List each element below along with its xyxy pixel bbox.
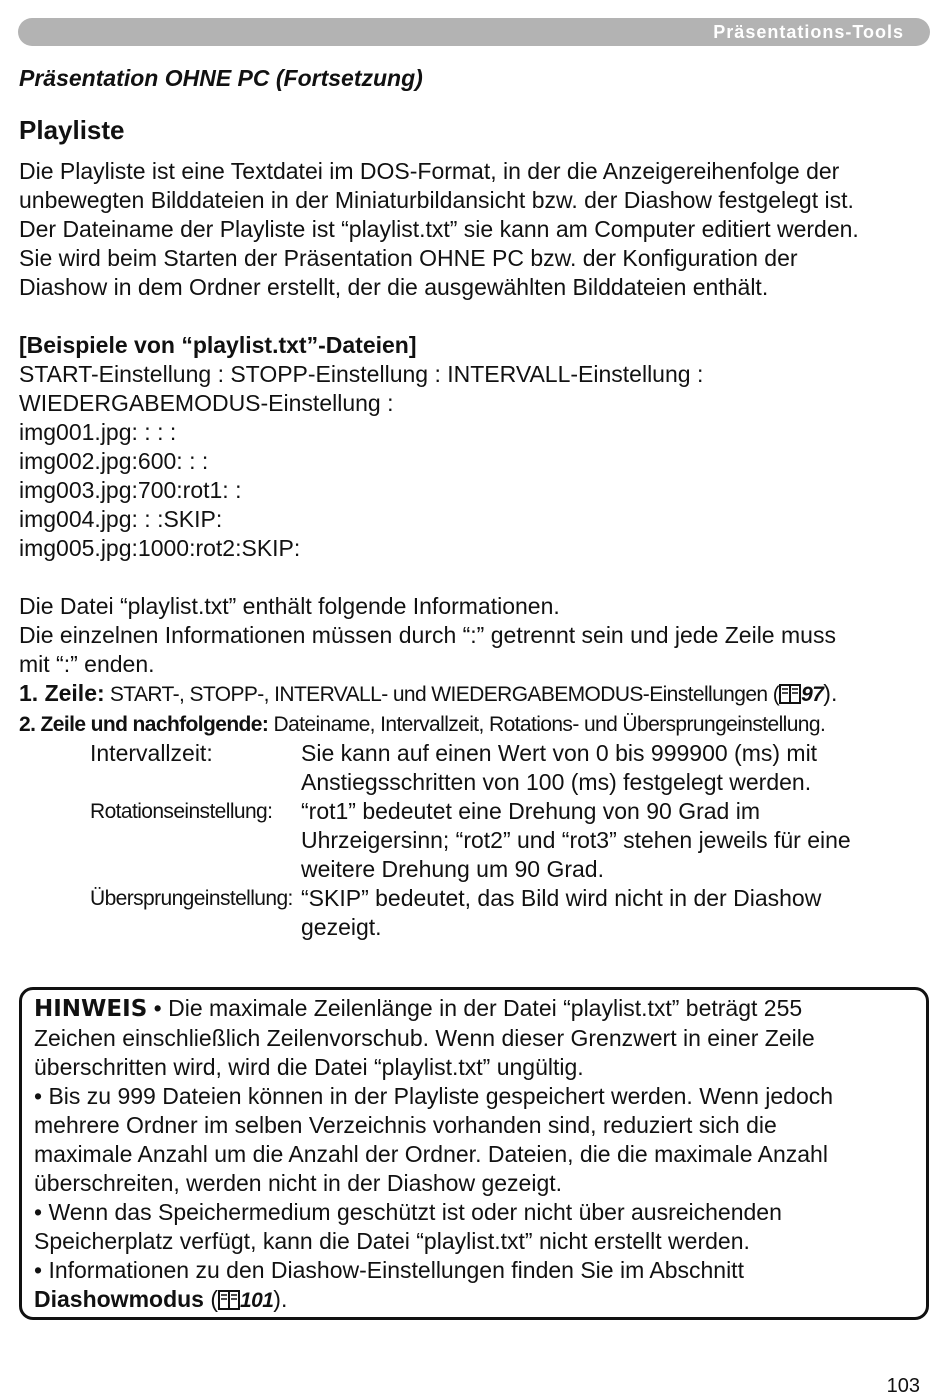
definition-term: Übersprungeinstellung: (90, 887, 293, 910)
intro-line: Diashow in dem Ordner erstellt, der die ausgewählten Bilddateien enthält. (19, 274, 769, 300)
note-line: maximale Anzahl um die Anzahl der Ordner. Dateien, die die maximale Anzahl (34, 1141, 828, 1167)
note-line: • Bis zu 999 Dateien können in der Playliste gespeichert werden. Wenn jedoch (34, 1083, 834, 1109)
example-line: START-Einstellung : STOPP-Einstellung : INTERVALL-Einstellung : (19, 361, 704, 387)
note-line: überschritten wird, wird die Datei “playlist.txt” ungültig. (34, 1054, 584, 1080)
page-title: Playliste (19, 115, 125, 145)
note-line: überschreiten, werden nicht in der Diashow gezeigt. (34, 1170, 563, 1196)
note-line: mehrere Ordner im selben Verzeichnis vorhanden sind, reduziert sich die (34, 1112, 777, 1138)
page-ref: 101 (240, 1289, 274, 1312)
example-line: WIEDERGABEMODUS-Einstellung : (19, 390, 394, 416)
header-bar (18, 18, 930, 46)
note-first-line: HINWEIS • Die maximale Zeilenlänge in der Datei “playlist.txt” beträgt 255 (34, 995, 803, 1022)
definition-text: Sie kann auf einen Wert von 0 bis 999900 (ms) mit Anstiegsschritten von 100 (ms) festgelegt werden. (301, 740, 818, 795)
line2-label: 2. Zeile und nachfolgende: (19, 713, 269, 736)
definition-term: Intervallzeit: (90, 740, 213, 766)
definition-row (19, 797, 931, 884)
definition-row (19, 739, 931, 797)
note-line: Speicherplatz verfügt, kann die Datei “playlist.txt” nicht erstellt werden. (34, 1228, 750, 1254)
intro-line: Der Dateiname der Playliste ist “playlist.txt” sie kann am Computer editiert werden. (19, 216, 859, 242)
example-line: img003.jpg:700:rot1: : (19, 477, 242, 503)
page-content (19, 64, 931, 942)
intro-line: Sie wird beim Starten der Präsentation OHNE PC bzw. der Konfiguration der (19, 245, 798, 271)
note-label: HINWEIS (34, 996, 148, 1022)
note-box (19, 987, 929, 1320)
info-line: Die einzelnen Informationen müssen durch “:” getrennt sein und jede Zeile muss (19, 622, 836, 648)
example-line: img001.jpg: : : : (19, 419, 177, 445)
intro-paragraph (19, 157, 931, 302)
page-subtitle: Präsentation OHNE PC (Fortsetzung) (19, 65, 423, 91)
definition-list (19, 739, 931, 942)
example-line: img004.jpg: : :SKIP: (19, 506, 223, 532)
intro-line: unbewegten Bilddateien in der Miniaturbildansicht bzw. der Diashow festgelegt ist. (19, 187, 854, 213)
book-icon (779, 682, 801, 702)
example-line: img002.jpg:600: : : (19, 448, 209, 474)
definition-text: “rot1” bedeutet eine Drehung von 90 Grad im Uhrzeigersinn; “rot2” und “rot3” stehen jeweils für eine weitere Drehung um 90 Grad. (301, 798, 851, 882)
intro-line: Die Playliste ist eine Textdatei im DOS-Format, in der die Anzeigereihenfolge der (19, 158, 840, 184)
note-line: • Wenn das Speichermedium geschützt ist oder nicht über ausreichenden (34, 1199, 782, 1225)
section-label: Präsentations-Tools (713, 22, 904, 42)
book-icon (218, 1288, 240, 1308)
diashowmodus-link: Diashowmodus (34, 1286, 204, 1312)
page-number: 103 (886, 1375, 920, 1397)
line1-description: 1. Zeile: START-, STOPP-, INTERVALL- und WIEDERGABEMODUS-Einstellungen ( 97). (19, 680, 838, 706)
example-block (19, 331, 931, 563)
definition-term: Rotationseinstellung: (90, 800, 273, 823)
line1-label: 1. Zeile: (19, 680, 105, 706)
example-line: img005.jpg:1000:rot2:SKIP: (19, 535, 301, 561)
definition-text: “SKIP” bedeutet, das Bild wird nicht in der Diashow gezeigt. (301, 885, 822, 940)
definition-row (19, 884, 931, 942)
note-line: Zeichen einschließlich Zeilenvorschub. Wenn dieser Grenzwert in einer Zeile (34, 1025, 815, 1051)
line2-description: 2. Zeile und nachfolgende: Dateiname, Intervallzeit, Rotations- und Übersprungeinstellung. (19, 713, 826, 736)
page-ref: 97 (801, 683, 824, 706)
note-line: • Informationen zu den Diashow-Einstellungen finden Sie im Abschnitt (34, 1257, 744, 1283)
info-line: Die Datei “playlist.txt” enthält folgende Informationen. (19, 593, 560, 619)
info-block (19, 592, 931, 739)
example-heading: [Beispiele von “playlist.txt”-Dateien] (19, 332, 417, 358)
note-last-line: Diashowmodus ( 101). (34, 1286, 288, 1312)
info-line: mit “:” enden. (19, 651, 155, 677)
